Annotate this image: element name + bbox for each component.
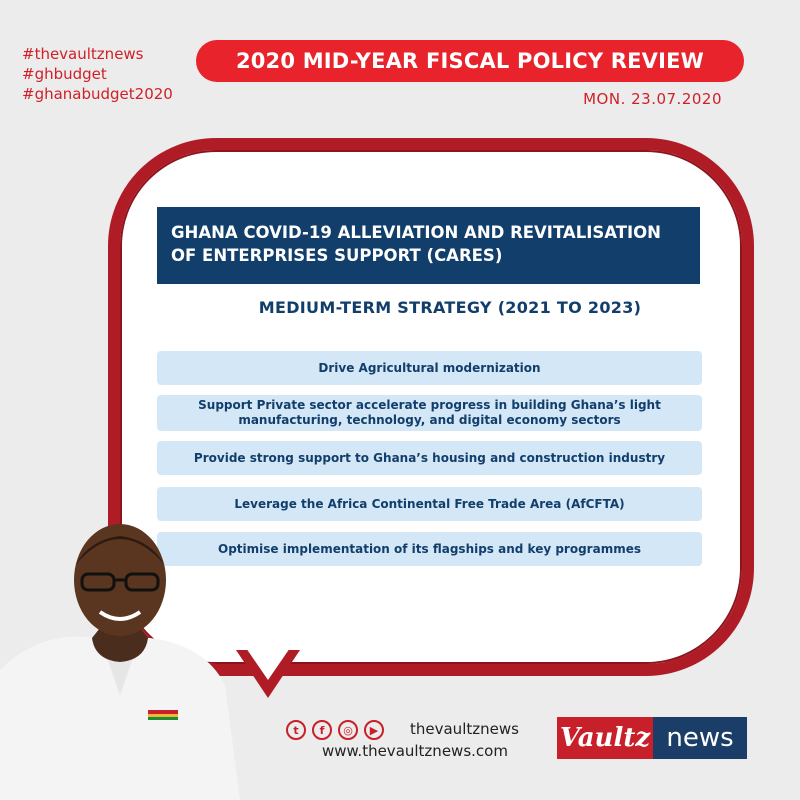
strategy-item: Drive Agricultural modernization (157, 351, 702, 385)
website-link[interactable]: www.thevaultznews.com (322, 742, 508, 760)
strategy-item: Provide strong support to Ghana’s housing and construction industry (157, 441, 702, 475)
date-label: MON. 23.07.2020 (583, 90, 722, 108)
cares-banner: GHANA COVID-19 ALLEVIATION AND REVITALISATION OF ENTERPRISES SUPPORT (CARES) (157, 207, 700, 284)
strategy-subtitle: MEDIUM-TERM STRATEGY (2021 TO 2023) (258, 298, 642, 317)
logo-news: news (653, 717, 747, 759)
vaultz-news-logo (557, 717, 747, 759)
minister-photo (0, 520, 240, 800)
speech-bubble-tail-inner (246, 648, 290, 680)
instagram-icon[interactable]: ◎ (338, 720, 358, 740)
strategy-item: Support Private sector accelerate progress in building Ghana’s light manufacturing, technology, and digital economy sectors (157, 395, 702, 431)
facebook-icon[interactable]: f (312, 720, 332, 740)
strategy-item: Optimise implementation of its flagships and key programmes (157, 532, 702, 566)
youtube-icon[interactable]: ▶ (364, 720, 384, 740)
hashtag-list (22, 44, 173, 104)
logo-vaultz: Vaultz (557, 717, 653, 759)
social-handle[interactable]: thevaultznews (410, 720, 519, 738)
strategy-item: Leverage the Africa Continental Free Trade Area (AfCFTA) (157, 487, 702, 521)
social-icons (286, 720, 384, 740)
page-title: 2020 MID-YEAR FISCAL POLICY REVIEW (196, 40, 744, 82)
hashtag[interactable]: #ghbudget (22, 65, 107, 83)
hashtag[interactable]: #ghanabudget2020 (22, 85, 173, 103)
twitter-icon[interactable]: t (286, 720, 306, 740)
hashtag[interactable]: #thevaultznews (22, 45, 144, 63)
